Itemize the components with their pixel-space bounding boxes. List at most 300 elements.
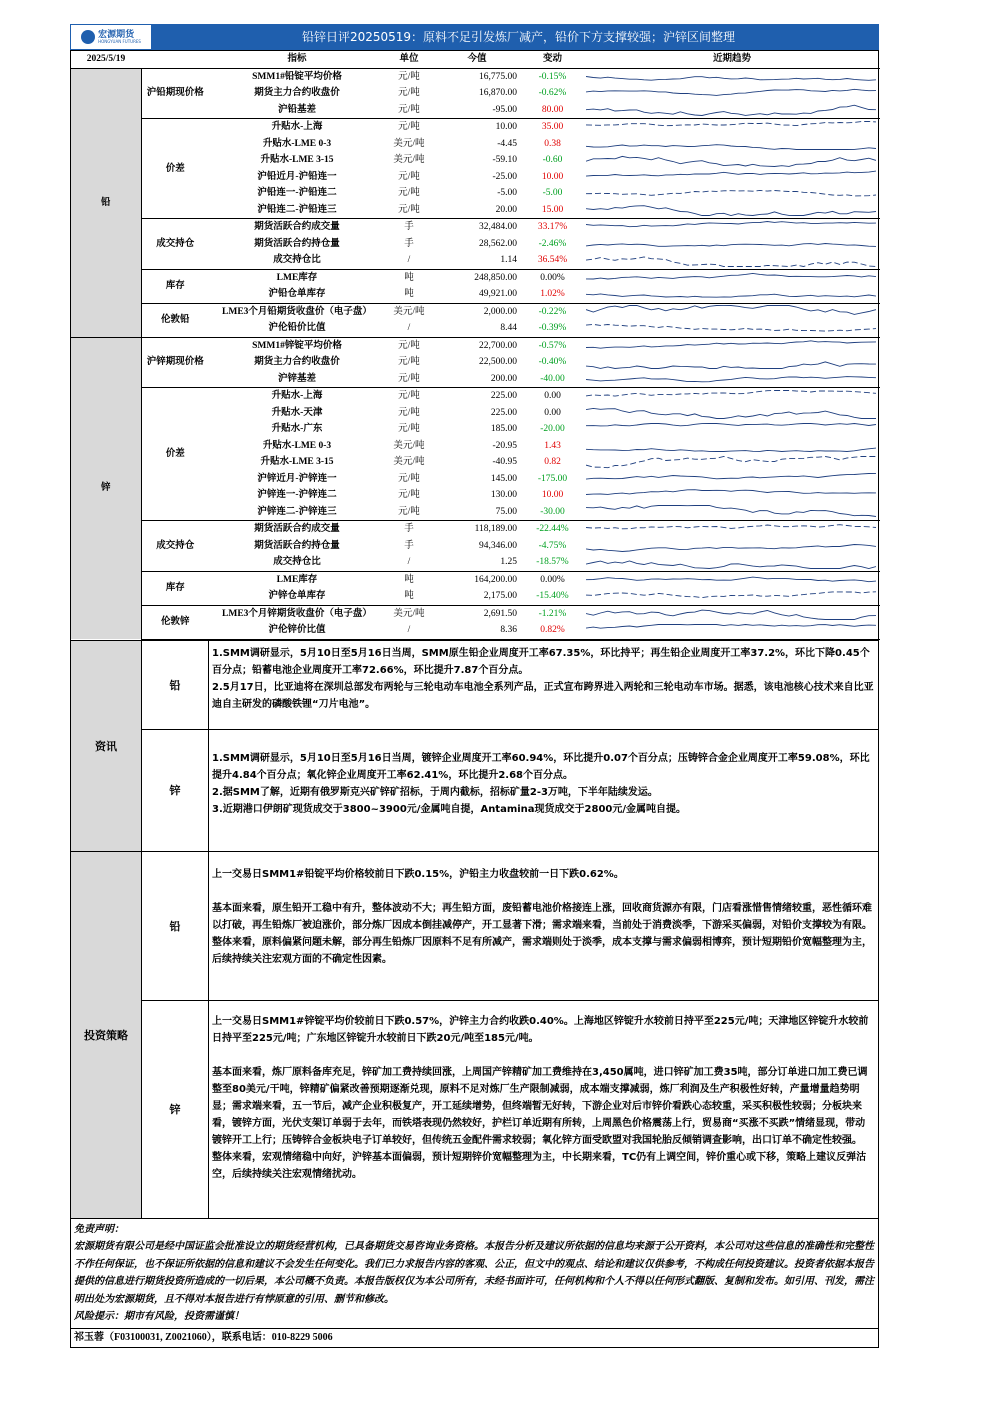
unit-cell: 元/吨 (385, 102, 433, 119)
sparkline-line (586, 362, 876, 369)
sparkline-chart (586, 321, 876, 336)
change-cell: 1.43 (544, 440, 561, 451)
trend-sparkline (584, 388, 880, 405)
brand-name: 宏源期货 (98, 29, 135, 40)
sparkline-line (586, 474, 876, 480)
blank-header (141, 51, 209, 68)
unit-cell: 元/吨 (385, 202, 433, 219)
sparkline-line (586, 592, 876, 598)
change-cell: 0.82% (521, 622, 584, 639)
value-cell: -5.00 (497, 188, 517, 199)
indicator-name: 升贴水-LME 0-3 (262, 138, 332, 149)
indicator-name: 成交持仓比 (209, 554, 385, 571)
sparkline-chart (586, 422, 876, 437)
value-cell: 8.36 (433, 622, 521, 639)
trend-sparkline (584, 504, 880, 521)
change-cell: -0.15% (538, 71, 567, 82)
value-cell: 22,500.00 (479, 357, 517, 368)
sparkline-chart (586, 270, 876, 285)
paragraph: 整体来看，宏观情绪稳中向好，沪锌基本面偏弱，预计短期锌价宽幅整理为主，中长期来看，TC仍有上调空间，锌价重心或下移，策略上建议反弹沽空，后续持续关注宏观情绪扰动。 (212, 1151, 867, 1180)
news-zinc-block (142, 730, 878, 851)
sparkline-line (586, 341, 876, 348)
paragraph: 3.近期港口伊朗矿现货成交于3800~3900元/金属吨自提，Antamina现货成交于2800元/金属吨自提。 (212, 803, 687, 815)
trend-sparkline (584, 303, 880, 320)
trend-sparkline (584, 236, 880, 253)
sparkline-line (586, 390, 876, 396)
trend-sparkline (584, 269, 880, 286)
unit-cell: 元/吨 (398, 357, 420, 368)
sparkline-chart (586, 120, 876, 135)
change-cell: 0.82 (544, 457, 561, 468)
value-cell: -95.00 (433, 102, 521, 119)
disclaimer (71, 1218, 878, 1328)
sparkline-line (586, 377, 876, 382)
sparkline-chart (586, 355, 876, 370)
sparkline-line (586, 121, 876, 125)
sparkline-chart (586, 136, 876, 151)
change-cell: 10.00 (541, 171, 564, 182)
sparkline-chart (586, 304, 876, 319)
change-cell: -15.40% (521, 588, 584, 605)
unit-cell: 元/吨 (398, 490, 420, 501)
news-zinc-label: 锌 (142, 730, 209, 851)
sparkline-chart (586, 102, 876, 117)
value-cell: 22,700.00 (479, 340, 517, 351)
table-row (71, 337, 880, 354)
value-cell: 225.00 (490, 391, 517, 402)
trend-sparkline (584, 622, 880, 639)
sparkline-chart (586, 253, 876, 268)
zinc-category-label: 锌 (71, 337, 141, 639)
indicator-header: 指标 (209, 51, 385, 68)
sparkline-chart (586, 538, 876, 553)
trend-sparkline (584, 202, 880, 219)
indicator-name: 升贴水-LME 3-15 (260, 457, 334, 468)
brand-name-en: HONGYUAN FUTURES (98, 38, 141, 44)
change-cell: 80.00 (521, 102, 584, 119)
date-header: 2025/5/19 (71, 51, 141, 68)
change-cell: 0.00% (540, 272, 565, 283)
group-label: 伦敦锌 (141, 605, 209, 639)
indicator-name: LME库存 (276, 272, 318, 283)
indicator-name: 沪伦铅价比值 (209, 320, 385, 337)
change-cell: -4.75% (538, 540, 567, 551)
paragraph: 上一交易日SMM1#铅锭平均价格较前日下跌0.15%，沪铅主力收盘较前一日下跌0.62%。 (212, 868, 624, 880)
report-body (70, 50, 879, 1348)
sparkline-chart (586, 438, 876, 453)
change-cell: -175.00 (537, 473, 568, 484)
unit-cell: 元/吨 (398, 391, 420, 402)
paragraph: 2.据SMM了解，近期有俄罗斯克兴矿锌矿招标，于周内截标，招标矿量2-3万吨，下半年陆续发运。 (212, 786, 658, 798)
indicator-name: 期货活跃合约持仓量 (254, 238, 340, 249)
sparkline-line (586, 190, 876, 196)
trend-sparkline (584, 538, 880, 555)
unit-cell: 手 (404, 222, 414, 233)
trend-sparkline (584, 252, 880, 269)
trend-sparkline (584, 136, 880, 153)
sparkline-chart (586, 338, 876, 353)
unit-cell: 元/吨 (385, 504, 433, 521)
sparkline-chart (586, 471, 876, 486)
indicator-name: 升贴水-上海 (271, 122, 323, 133)
trend-sparkline (584, 571, 880, 588)
change-cell: -2.46% (538, 238, 567, 249)
paragraph: 上一交易日SMM1#锌锭平均价较前日下跌0.57%，沪锌主力合约收跌0.40%。上海地区锌锭升水较前日持平至225元/吨；天津地区锌锭升水较前日持平至225元/吨；广东地区锌锭升水较前日下跌20元/吨至185元/吨。 (212, 1015, 869, 1044)
news-label: 资讯 (71, 641, 142, 851)
value-cell: 2,000.00 (483, 306, 517, 317)
paragraph: 基本面来看，原生铅开工稳中有升，整体波动不大；再生铅方面，废铅蓄电池价格接连上涨，回收商货源亦有限，门店看涨惜售情绪较重，恶性循环难以打破，再生铅炼厂被迫涨价，部分炼厂因成本倒挂减停产，开工显著下滑；需求端来看，当前处于消费淡季，下游采买偏弱，对铅价支撑较为有限。 (212, 902, 872, 931)
value-header: 今值 (433, 51, 521, 68)
unit-cell: 元/吨 (398, 88, 420, 99)
sparkline-chart (586, 86, 876, 101)
group-label: 成交持仓 (141, 521, 209, 572)
value-cell: 185.00 (490, 424, 517, 435)
unit-cell: 吨 (385, 286, 433, 303)
trend-sparkline (584, 554, 880, 571)
risk-warning: 风险提示：期市有风险，投资需谨慎！ (74, 1311, 244, 1322)
value-cell: 1.25 (433, 554, 521, 571)
unit-cell: 手 (404, 524, 414, 535)
trend-sparkline (584, 421, 880, 438)
indicator-name: 沪铅基差 (209, 102, 385, 119)
sparkline-chart (586, 504, 876, 519)
change-cell: -30.00 (521, 504, 584, 521)
indicator-name: 沪锌仓单库存 (209, 588, 385, 605)
sparkline-line (586, 145, 876, 150)
group-label: 价差 (141, 119, 209, 219)
indicator-name: 升贴水-广东 (271, 424, 323, 435)
sparkline-chart (586, 202, 876, 217)
change-cell: 0.00 (544, 391, 561, 402)
trend-sparkline (584, 354, 880, 371)
table-header-row (71, 51, 880, 68)
sparkline-chart (586, 186, 876, 201)
sparkline-line (586, 624, 876, 628)
sparkline-line (586, 409, 876, 419)
group-label: 沪锌期现价格 (141, 337, 209, 388)
change-cell: -0.62% (538, 88, 567, 99)
change-cell: -40.00 (521, 371, 584, 388)
news-section (71, 640, 878, 851)
sparkline-chart (586, 371, 876, 386)
value-cell: 1.14 (433, 252, 521, 269)
sparkline-chart (586, 169, 876, 184)
table-row (71, 388, 880, 405)
value-cell: 2,691.50 (483, 608, 517, 619)
trend-sparkline (584, 454, 880, 471)
change-cell: -0.40% (538, 357, 567, 368)
value-cell: 75.00 (433, 504, 521, 521)
unit-header: 单位 (385, 51, 433, 68)
change-cell: -5.00 (542, 188, 563, 199)
unit-cell: 美元/吨 (393, 306, 425, 317)
indicator-name: 期货主力合约收盘价 (254, 88, 340, 99)
company-logo (70, 24, 152, 50)
sparkline-chart (586, 220, 876, 235)
table-row (71, 521, 880, 538)
sparkline-line (586, 448, 876, 451)
indicator-name: 期货活跃合约成交量 (254, 222, 340, 233)
value-cell: 164,200.00 (474, 574, 517, 585)
change-cell: 0.38 (544, 138, 561, 149)
value-cell: 118,189.00 (474, 524, 517, 535)
unit-cell: / (385, 622, 433, 639)
change-cell: 33.17% (537, 222, 568, 233)
sparkline-chart (586, 405, 876, 420)
change-cell: 1.02% (521, 286, 584, 303)
unit-cell: 元/吨 (385, 371, 433, 388)
group-label: 库存 (141, 571, 209, 605)
sparkline-line (586, 577, 876, 582)
group-label: 沪铅期现价格 (141, 68, 209, 119)
value-cell: 32,484.00 (479, 222, 517, 233)
value-cell: 145.00 (490, 473, 517, 484)
unit-cell: 美元/吨 (393, 457, 425, 468)
unit-cell: 元/吨 (398, 171, 420, 182)
trend-sparkline (584, 320, 880, 337)
sparkline-line (586, 456, 876, 467)
strategy-label: 投资策略 (71, 852, 142, 1218)
sparkline-chart (586, 606, 876, 621)
lead-category-label: 铅 (71, 68, 141, 337)
sparkline-chart (586, 455, 876, 470)
trend-sparkline (584, 487, 880, 504)
sparkline-line (586, 545, 876, 552)
strategy-zinc-block (142, 1001, 878, 1218)
sparkline-chart (586, 287, 876, 302)
sparkline-line (586, 156, 876, 166)
strategy-section (71, 851, 878, 1218)
unit-cell: 吨 (385, 588, 433, 605)
sparkline-line (586, 294, 876, 297)
sparkline-line (586, 257, 876, 267)
trend-sparkline (584, 185, 880, 202)
unit-cell: 美元/吨 (393, 138, 425, 149)
disclaimer-title: 免责声明： (74, 1223, 124, 1235)
table-row (71, 68, 880, 85)
table-row (71, 219, 880, 236)
indicator-name: 沪铅仓单库存 (209, 286, 385, 303)
unit-cell: / (385, 554, 433, 571)
sparkline-line (586, 324, 876, 331)
value-cell: -20.95 (492, 440, 517, 451)
logo-mark-icon (81, 30, 95, 44)
value-cell: 130.00 (490, 490, 517, 501)
trend-sparkline (584, 438, 880, 455)
sparkline-line (586, 561, 876, 569)
indicator-name: 沪锌基差 (209, 371, 385, 388)
indicator-name: 沪锌连一-沪锌连二 (257, 490, 337, 501)
trend-sparkline (584, 85, 880, 102)
news-lead-block (142, 641, 878, 730)
sparkline-chart (586, 153, 876, 168)
change-cell: -0.57% (538, 340, 567, 351)
trend-sparkline (584, 169, 880, 186)
sparkline-line (586, 524, 876, 528)
unit-cell: 美元/吨 (393, 155, 425, 166)
sparkline-line (586, 423, 876, 425)
value-cell: 2,175.00 (433, 588, 521, 605)
indicator-name: 升贴水-天津 (271, 407, 323, 418)
value-cell: 16,775.00 (479, 71, 517, 82)
unit-cell: 手 (404, 238, 414, 249)
change-cell: 0.00% (540, 574, 565, 585)
indicator-name: LME3个月铅期货收盘价（电子盘） (222, 306, 372, 317)
table-row (71, 605, 880, 622)
table-row (71, 119, 880, 136)
trend-sparkline (584, 68, 880, 85)
group-label: 成交持仓 (141, 219, 209, 270)
unit-cell: / (385, 252, 433, 269)
trend-sparkline (584, 471, 880, 488)
report-header (70, 24, 879, 50)
table-row (71, 571, 880, 588)
indicator-name: 沪铅近月-沪铅连一 (257, 171, 337, 182)
strategy-lead-text (209, 852, 878, 1000)
unit-cell: 美元/吨 (393, 608, 425, 619)
indicator-name: 升贴水-LME 0-3 (262, 440, 332, 451)
indicator-name: 期货主力合约收盘价 (254, 357, 340, 368)
change-cell: -0.60 (542, 155, 563, 166)
trend-sparkline (584, 102, 880, 119)
sparkline-line (586, 610, 876, 619)
value-cell: 10.00 (495, 122, 517, 133)
change-cell: -22.44% (536, 524, 569, 535)
strategy-zinc-text (209, 1001, 878, 1218)
value-cell: 28,562.00 (479, 238, 517, 249)
unit-cell: 元/吨 (398, 71, 420, 82)
sparkline-line (586, 274, 876, 280)
unit-cell: 美元/吨 (393, 440, 425, 451)
sparkline-chart (586, 236, 876, 251)
value-cell: -25.00 (492, 171, 517, 182)
strategy-lead-label: 铅 (142, 852, 209, 1000)
trend-sparkline (584, 119, 880, 136)
trend-sparkline (584, 219, 880, 236)
sparkline-line (586, 171, 876, 176)
trend-sparkline (584, 152, 880, 169)
value-cell: 200.00 (433, 371, 521, 388)
paragraph: 1.SMM调研显示，5月10日至5月16日当周，镀锌企业周度开工率60.94%，环比提升0.07个百分点；压铸锌合金企业周度开工率59.08%，环比提升4.84个百分点；氧化锌企业周度开工率62.41%，环比提升2.68个百分点。 (212, 752, 870, 781)
unit-cell: 元/吨 (398, 473, 420, 484)
sparkline-line (586, 221, 876, 226)
unit-cell: 元/吨 (398, 188, 420, 199)
sparkline-chart (586, 522, 876, 537)
sparkline-chart (586, 623, 876, 638)
indicator-name: 沪铅连二-沪铅连三 (209, 202, 385, 219)
value-cell: 8.44 (433, 320, 521, 337)
paragraph (212, 883, 875, 900)
change-cell: -0.22% (538, 306, 567, 317)
trend-header: 近期趋势 (584, 51, 880, 68)
sparkline-line (586, 244, 876, 247)
sparkline-line (586, 306, 876, 315)
trend-sparkline (584, 371, 880, 388)
change-header: 变动 (521, 51, 584, 68)
table-row (71, 269, 880, 286)
sparkline-line (586, 105, 876, 115)
unit-cell: 元/吨 (398, 424, 420, 435)
change-cell: 10.00 (541, 490, 564, 501)
trend-sparkline (584, 405, 880, 422)
value-cell: -59.10 (492, 155, 517, 166)
change-cell: 36.54% (521, 252, 584, 269)
value-cell: 225.00 (490, 407, 517, 418)
news-lead-text (209, 641, 878, 729)
paragraph: 1.SMM调研显示，5月10日至5月16日当周，SMM原生铅企业周度开工率67.35%，环比持平；再生铅企业周度开工率37.2%，环比下降0.45个百分点；铅蓄电池企业周度开工率72.66%，环比提升7.87个百分点。 (212, 647, 870, 676)
unit-cell: 元/吨 (398, 340, 420, 351)
sparkline-chart (586, 555, 876, 570)
value-cell: 20.00 (433, 202, 521, 219)
indicator-name: SMM1#锌锭平均价格 (252, 340, 342, 351)
indicator-name: 沪铅连一-沪铅连二 (257, 188, 337, 199)
report-sheet (70, 24, 879, 1348)
unit-cell: 元/吨 (398, 122, 420, 133)
paragraph: 2.5月17日，比亚迪将在深圳总部发布两轮与三轮电动车电池全系列产品，正式宣布跨界进入两轮和三轮电动车市场。据悉，该电池核心技术来自比亚迪自主研发的磷酸铁锂“刀片电池”。 (212, 681, 874, 710)
paragraph: 整体来看，原料偏紧问题未解，部分再生铅炼厂因原料不足有所减产，需求端则处于淡季，成本支撑与需求偏弱相博弈，预计短期铅价宽幅整理为主，后续持续关注宏观方面的不确定性因素。 (212, 936, 872, 965)
news-lead-label: 铅 (142, 641, 209, 729)
unit-cell: 手 (404, 540, 414, 551)
trend-sparkline (584, 605, 880, 622)
strategy-zinc-label: 锌 (142, 1001, 209, 1218)
indicator-name: 期货活跃合约持仓量 (254, 540, 340, 551)
data-table (71, 51, 880, 640)
sparkline-line (586, 206, 876, 216)
news-zinc-text (209, 730, 878, 851)
value-cell: 16,870.00 (479, 88, 517, 99)
disclaimer-text: 宏源期货有限公司是经中国证监会批准设立的期货经营机构，已具备期货交易咨询业务资格。本报告分析及建议所依据的信息均来源于公开资料，本公司对这些信息的准确性和完整性不作任何保证，也不保证所依据的信息和建议不会发生任何变化。我们已力求报告内容的客观、公正，但文中的观点、结论和建议仅供参考，不构成任何投资建议。投资者依据本报告提供的信息进行期货投资所造成的一切后果，本公司概不负责。本报告版权仅为本公司所有，未经书面许可，任何机构和个人不得以任何形式翻版、复制和发布。如引用、刊发，需注明出处为宏源期货，且不得对本报告进行有悖原意的引用、删节和修改。 (74, 1241, 874, 1305)
paragraph (212, 1047, 875, 1064)
value-cell: 248,850.00 (474, 272, 517, 283)
change-cell: 15.00 (521, 202, 584, 219)
sparkline-chart (586, 589, 876, 604)
table-row (71, 303, 880, 320)
indicator-name: LME库存 (276, 574, 318, 585)
group-label: 库存 (141, 269, 209, 303)
value-cell: 94,346.00 (479, 540, 517, 551)
sparkline-chart (586, 69, 876, 84)
change-cell: -20.00 (540, 424, 565, 435)
value-cell: 49,921.00 (433, 286, 521, 303)
change-cell: -1.21% (538, 608, 567, 619)
indicator-name: 升贴水-LME 3-15 (260, 155, 334, 166)
value-cell: -40.95 (492, 457, 517, 468)
report-title: 铅锌日评20250519：原料不足引发炼厂减产，铅价下方支撑较强；沪锌区间整理 (301, 30, 736, 44)
unit-cell: 元/吨 (398, 407, 420, 418)
paragraph: 基本面来看，炼厂原料备库充足，锌矿加工费持续回涨，上周国产锌精矿加工费维持在3,450属吨，进口锌矿加工费35吨，部分订单进口加工费已调整至80美元/干吨，锌精矿偏紧改善预期逐渐兑现，原料不足对炼厂生产限制减弱，成本端支撑减弱，炼厂利润及生产积极性好转，产量增量趋势明显；需求端来看，五一节后，减产企业积极复产，开工延续增势，但终端暂无好转，下游企业对后市锌价看跌心态较重，采买积极性较弱；分板块来看，镀锌方面，光伏支架订单弱于去年，而铁塔表现仍然较好，护栏订单近期有所转，上周黑色价格震荡上行，贸易商“买涨不买跌”情绪显现，带动镀锌开工上行；压铸锌合金板块电子订单较好，但传统五金配件需求较弱；氧化锌方面受欧盟对我国轮胎反倾销调查影响，出口订单不确定性较强。 (212, 1066, 868, 1146)
indicator-name: 成交持仓比 (209, 252, 385, 269)
sparkline-line (586, 89, 876, 95)
unit-cell: 吨 (404, 272, 414, 283)
value-cell: -4.45 (497, 138, 517, 149)
sparkline-line (586, 489, 876, 494)
indicator-name: 沪锌近月-沪锌连一 (257, 473, 337, 484)
sparkline-line (586, 506, 876, 517)
indicator-name: 沪伦锌价比值 (209, 622, 385, 639)
trend-sparkline (584, 337, 880, 354)
indicator-name: 沪锌连二-沪锌连三 (209, 504, 385, 521)
change-cell: 35.00 (541, 122, 564, 133)
analyst-contact: 祁玉蓉（F03100031, Z0021060），联系电话：010-8229 5006 (71, 1328, 878, 1347)
trend-sparkline (584, 286, 880, 303)
unit-cell: / (385, 320, 433, 337)
sparkline-line (586, 77, 876, 81)
indicator-name: LME3个月锌期货收盘价（电子盘） (222, 608, 372, 619)
strategy-lead-block (142, 852, 878, 1001)
change-cell: -18.57% (521, 554, 584, 571)
unit-cell: 吨 (404, 574, 414, 585)
change-cell: 0.00 (544, 407, 561, 418)
